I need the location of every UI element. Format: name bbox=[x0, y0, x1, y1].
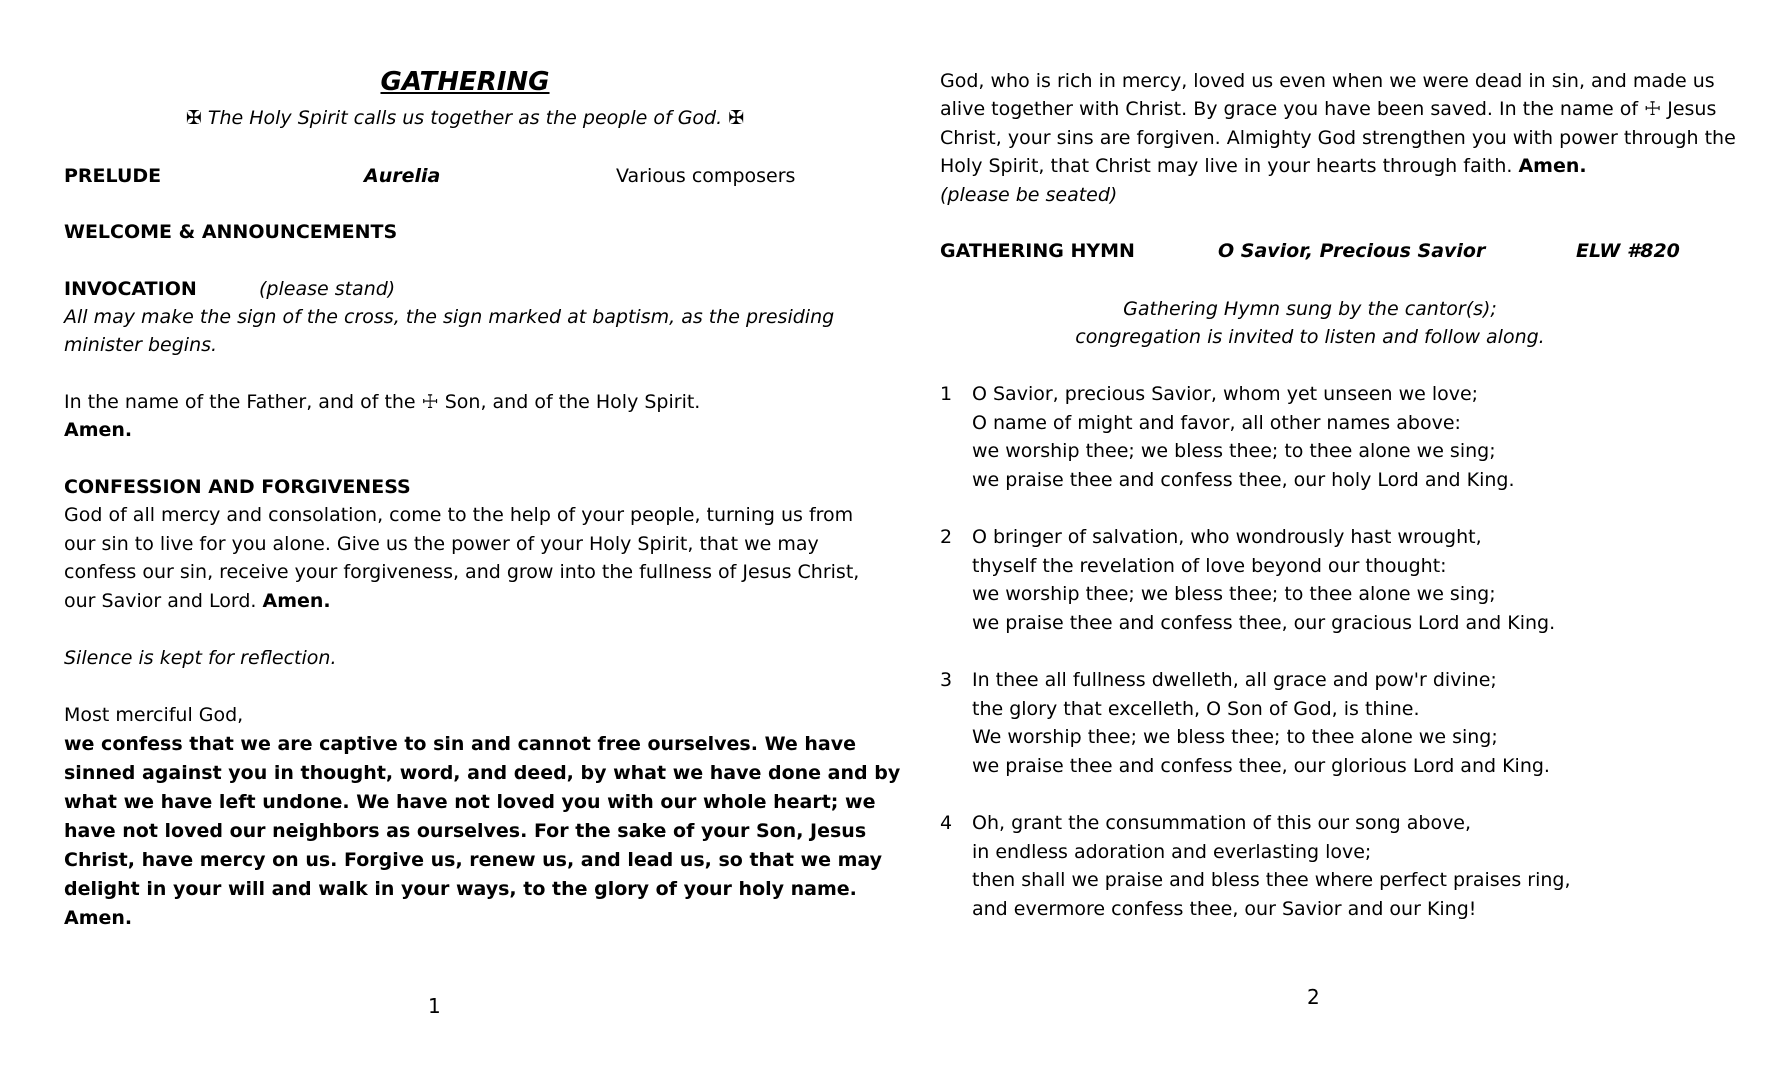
verse-line: In thee all fullness dwelleth, all grace and pow'r divine; bbox=[972, 669, 1497, 691]
verse-line: O bringer of salvation, who wondrously hast wrought, bbox=[972, 526, 1482, 548]
prelude-composer: Various composers bbox=[616, 165, 796, 187]
welcome-heading: WELCOME & ANNOUNCEMENTS bbox=[64, 221, 398, 243]
verse-line: O Savior, precious Savior, whom yet unseen we love; bbox=[972, 383, 1479, 405]
absolution-line-2: alive together with Christ. By grace you have been saved. In the name of ☩ Jesus bbox=[940, 98, 1717, 120]
verse-line: then shall we praise and bless thee where perfect praises ring, bbox=[972, 869, 1571, 891]
absolution-amen: Amen. bbox=[1518, 155, 1587, 177]
verse-line: We worship thee; we bless thee; to thee alone we sing; bbox=[972, 726, 1498, 748]
hymn-note-line-2: congregation is invited to listen and follow along. bbox=[1075, 326, 1545, 348]
verse-line: O name of might and favor, all other names above: bbox=[972, 412, 1461, 434]
absolution-line-1: God, who is rich in mercy, loved us even when we were dead in sin, and made us bbox=[940, 70, 1715, 92]
verse-line: we worship thee; we bless thee; to thee alone we sing; bbox=[972, 440, 1496, 462]
verse-line: we praise thee and confess thee, our glorious Lord and King. bbox=[972, 755, 1550, 777]
confession-prayer-line-3: confess our sin, receive your forgiveness, and grow into the fullness of Jesus Christ, bbox=[64, 561, 860, 583]
confession-prayer-amen: Amen. bbox=[262, 590, 331, 612]
verse-line: we worship thee; we bless thee; to thee alone we sing; bbox=[972, 583, 1496, 605]
confession-opening: Most merciful God, bbox=[64, 704, 244, 726]
verse-line: Oh, grant the consummation of this our song above, bbox=[972, 812, 1472, 834]
confession-bold-line-3: what we have left undone. We have not loved you with our whole heart; we bbox=[64, 791, 876, 813]
prelude-label: PRELUDE bbox=[64, 165, 162, 187]
confession-bold-line-4: have not loved our neighbors as ourselves. For the sake of your Son, Jesus bbox=[64, 820, 867, 842]
page-number: 1 bbox=[428, 994, 441, 1018]
verse-line: we praise thee and confess thee, our holy Lord and King. bbox=[972, 469, 1515, 491]
hymn-title: O Savior, Precious Savior bbox=[1218, 240, 1486, 262]
verse-line: in endless adoration and everlasting love; bbox=[972, 841, 1372, 863]
page-number: 2 bbox=[1307, 985, 1320, 1009]
seated-note: (please be seated) bbox=[940, 184, 1118, 206]
verse-number: 3 bbox=[940, 669, 953, 691]
page-title: GATHERING bbox=[380, 67, 550, 97]
hymn-note-line-1: Gathering Hymn sung by the cantor(s); bbox=[1123, 298, 1497, 320]
verse-number: 2 bbox=[940, 526, 953, 548]
prelude-piece: Aurelia bbox=[364, 165, 441, 187]
verse-line: we praise thee and confess thee, our gracious Lord and King. bbox=[972, 612, 1556, 634]
invocation-instruction-1: All may make the sign of the cross, the sign marked at baptism, as the presiding bbox=[64, 306, 835, 328]
absolution-line-4 bbox=[940, 152, 1587, 180]
confession-bold-line-7: Amen. bbox=[64, 907, 133, 929]
verse-number: 4 bbox=[940, 812, 953, 834]
right-page bbox=[896, 0, 1792, 1088]
confession-bold-line-6: delight in your will and walk in your ways, to the glory of your holy name. bbox=[64, 878, 857, 900]
confession-prayer-line-4 bbox=[64, 587, 331, 615]
section-subtitle: ✠ The Holy Spirit calls us together as the people of God. ✠ bbox=[185, 107, 745, 129]
confession-heading: CONFESSION AND FORGIVENESS bbox=[64, 476, 411, 498]
confession-prayer-line-1: God of all mercy and consolation, come to the help of your people, turning us from bbox=[64, 504, 854, 526]
confession-bold-line-1: we confess that we are captive to sin and cannot free ourselves. We have bbox=[64, 733, 856, 755]
absolution-line-4-text: Holy Spirit, that Christ may live in your hearts through faith. bbox=[940, 155, 1513, 177]
confession-bold-line-2: sinned against you in thought, word, and deed, by what we have done and by bbox=[64, 762, 901, 784]
invocation-response: Amen. bbox=[64, 419, 133, 441]
confession-prayer-line-4-text: our Savior and Lord. bbox=[64, 590, 257, 612]
verse-line: the glory that excelleth, O Son of God, is thine. bbox=[972, 698, 1420, 720]
invocation-note: (please stand) bbox=[259, 278, 396, 300]
hymn-label: GATHERING HYMN bbox=[940, 240, 1135, 262]
confession-bold-line-5: Christ, have mercy on us. Forgive us, renew us, and lead us, so that we may bbox=[64, 849, 883, 871]
verse-line: and evermore confess thee, our Savior and our King! bbox=[972, 898, 1477, 920]
hymn-number: ELW #820 bbox=[1576, 240, 1680, 262]
silence-rubric: Silence is kept for reflection. bbox=[64, 647, 337, 669]
verse-line: thyself the revelation of love beyond our thought: bbox=[972, 555, 1447, 577]
verse-number: 1 bbox=[940, 383, 953, 405]
confession-prayer-line-2: our sin to live for you alone. Give us the power of your Holy Spirit, that we may bbox=[64, 533, 819, 555]
absolution-line-3: Christ, your sins are forgiven. Almighty God strengthen you with power through the bbox=[940, 127, 1736, 149]
invocation-label: INVOCATION bbox=[64, 278, 197, 300]
invocation-instruction-2: minister begins. bbox=[64, 334, 218, 356]
invocation-text: In the name of the Father, and of the ☩ Son, and of the Holy Spirit. bbox=[64, 391, 701, 413]
